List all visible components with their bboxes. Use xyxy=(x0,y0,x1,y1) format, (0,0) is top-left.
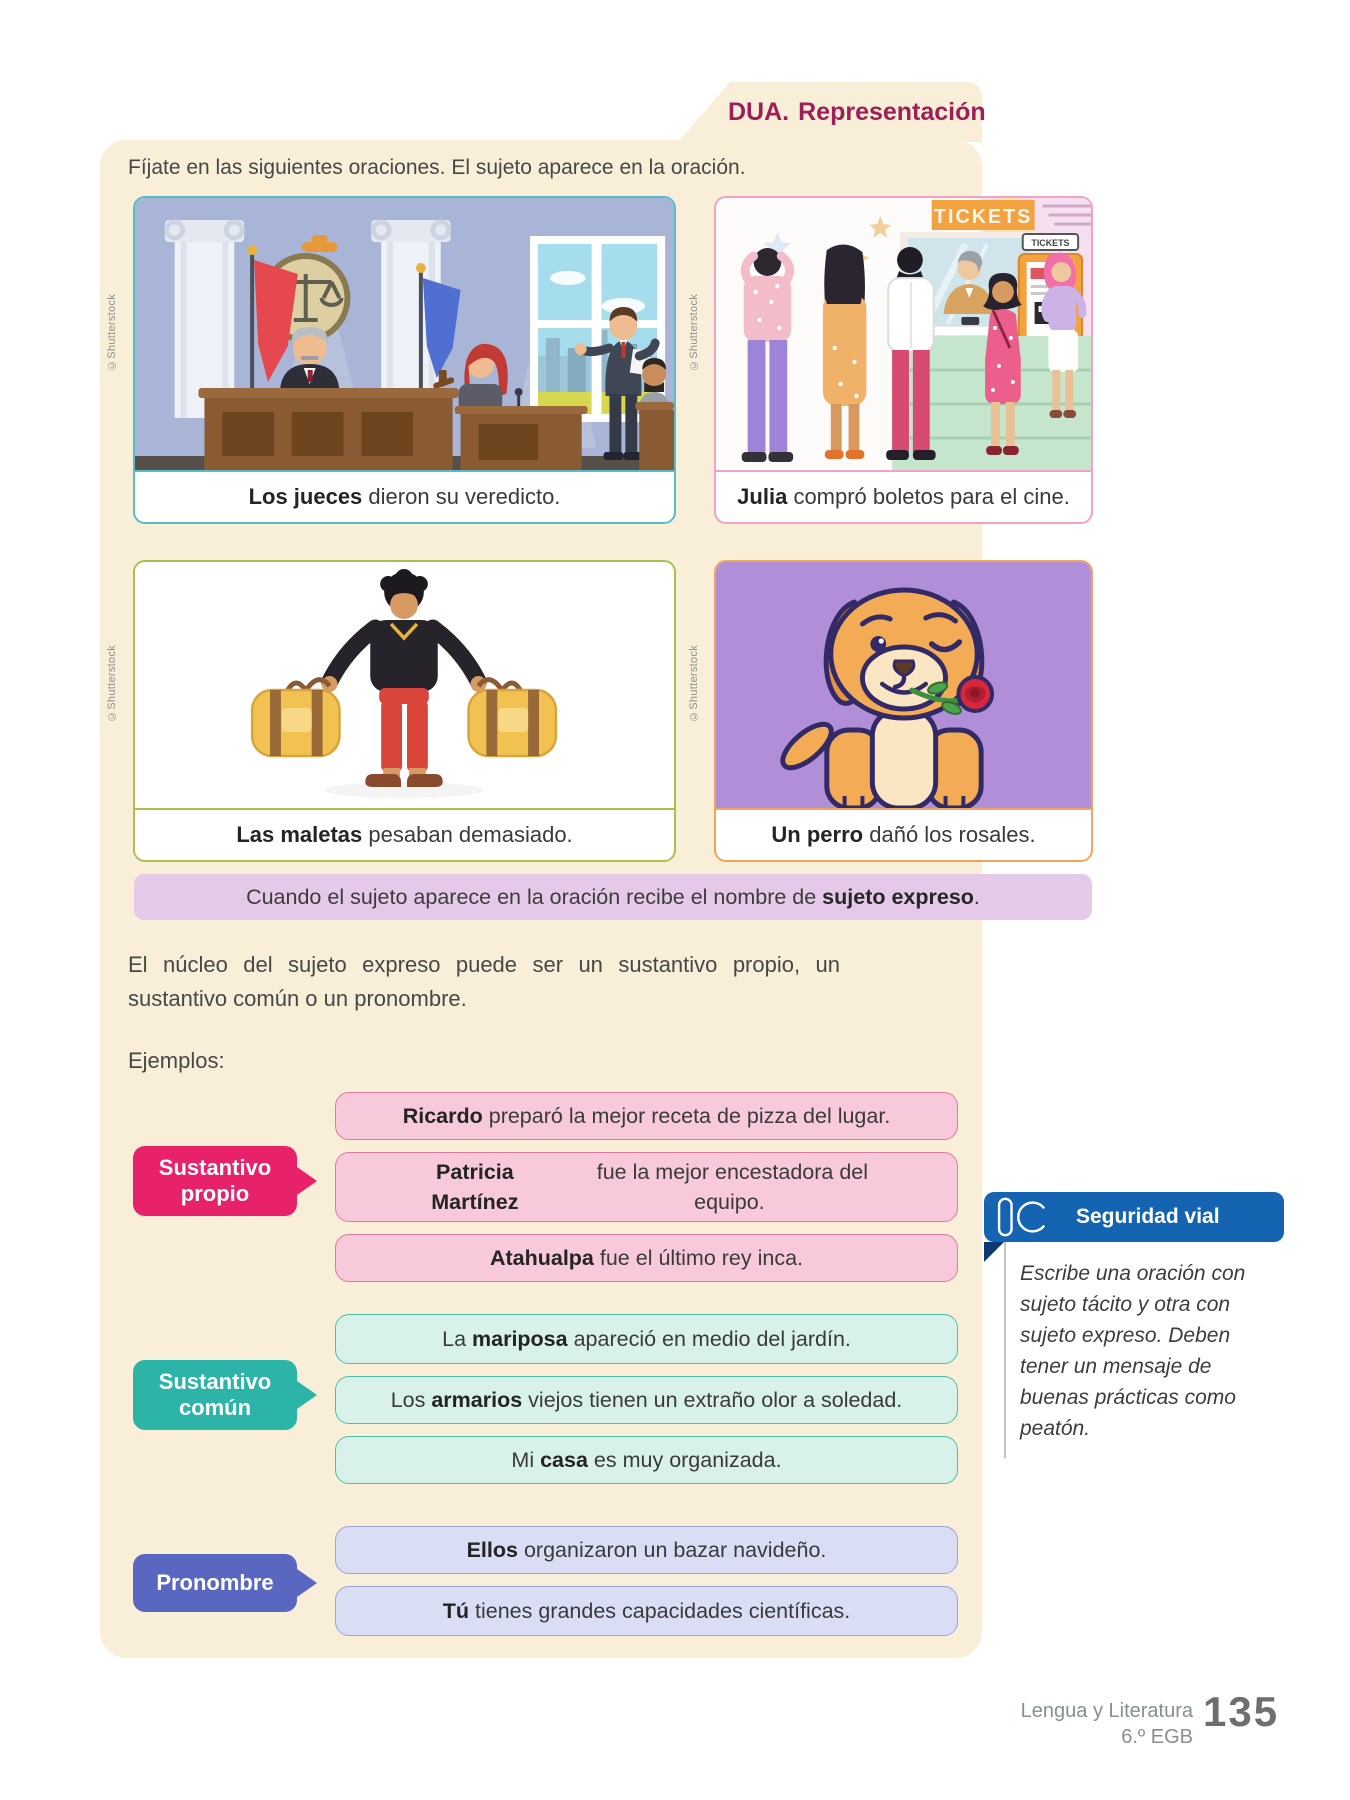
image-credit: ©Shutterstock xyxy=(688,644,700,722)
courtroom-illustration xyxy=(135,198,674,470)
body-paragraph: El núcleo del sujeto expreso puede ser un sustantivo propio, un sustantivo común o un pronombre. xyxy=(128,952,840,1011)
sidebar-text: Escribe una oración con sujeto tácito y otra con sujeto expreso. Deben tener un mensaje de buenas prácticas como peatón. xyxy=(1004,1242,1266,1458)
example-sentence: La mariposa apareció en medio del jardín. xyxy=(335,1314,958,1364)
example-sentence: Tú tienes grandes capacidades científicas. xyxy=(335,1586,958,1636)
panel-perro xyxy=(714,560,1093,862)
ticket-counter-illustration xyxy=(716,198,1091,470)
arrow-right-icon xyxy=(297,1381,317,1409)
sidebar-fold xyxy=(984,1242,1004,1262)
group-label-pronombre: Pronombre xyxy=(133,1554,297,1612)
definition-banner: Cuando el sujeto aparece en la oración recibe el nombre de sujeto expreso . xyxy=(134,874,1092,920)
caption: Las maletas pesaban demasiado. xyxy=(135,808,674,860)
group-label-sustantivo-propio: Sustantivo propio xyxy=(133,1146,297,1216)
example-sentence: Mi casa es muy organizada. xyxy=(335,1436,958,1484)
caption: Julia compró boletos para el cine. xyxy=(716,470,1091,522)
image-credit: ©Shutterstock xyxy=(106,644,118,722)
panel-julia xyxy=(714,196,1093,524)
footer-subject xyxy=(900,1698,1193,1750)
arrow-right-icon xyxy=(297,1569,317,1597)
panel-maletas xyxy=(133,560,676,862)
panel-jueces xyxy=(133,196,676,524)
intro-text: Fíjate en las siguientes oraciones. El sujeto aparece en la oración. xyxy=(128,156,746,179)
example-sentence: Ricardo preparó la mejor receta de pizza del lugar. xyxy=(335,1092,958,1140)
footer-subject-line: Lengua y Literatura xyxy=(1020,1700,1193,1722)
example-sentence: Ellos organizaron un bazar navideño. xyxy=(335,1526,958,1574)
group-label-sustantivo-comun: Sustantivo común xyxy=(133,1360,297,1430)
sidebar-title: Seguridad vial xyxy=(1076,1205,1220,1228)
dua-label: Representación xyxy=(798,97,986,126)
page-number: 135 xyxy=(1203,1688,1280,1735)
examples-heading: Ejemplos: xyxy=(128,1048,225,1073)
image-credit: ©Shutterstock xyxy=(688,293,700,371)
footer-grade-line: 6.º EGB xyxy=(1121,1726,1193,1748)
dua-tab xyxy=(728,82,986,142)
dua-prefix: DUA. xyxy=(728,97,790,126)
dua-heading xyxy=(728,82,986,142)
tickets-sign-text: TICKETS xyxy=(933,205,1033,229)
kiosk-sign-text: TICKETS xyxy=(1031,237,1070,249)
person-with-bags-illustration xyxy=(135,562,674,808)
example-sentence: Patricia Martínez fue la mejor encestadora del equipo. xyxy=(335,1152,958,1222)
arrow-right-icon xyxy=(297,1167,317,1195)
dog-with-rose-illustration xyxy=(716,562,1091,808)
ic-logo-icon xyxy=(992,1194,1056,1245)
caption: Los jueces dieron su veredicto. xyxy=(135,470,674,522)
example-sentence: Los armarios viejos tienen un extraño olor a soledad. xyxy=(335,1376,958,1424)
image-credit: ©Shutterstock xyxy=(106,293,118,371)
caption: Un perro dañó los rosales. xyxy=(716,808,1091,860)
sidebar-callout-header xyxy=(984,1192,1284,1242)
example-sentence: Atahualpa fue el último rey inca. xyxy=(335,1234,958,1282)
